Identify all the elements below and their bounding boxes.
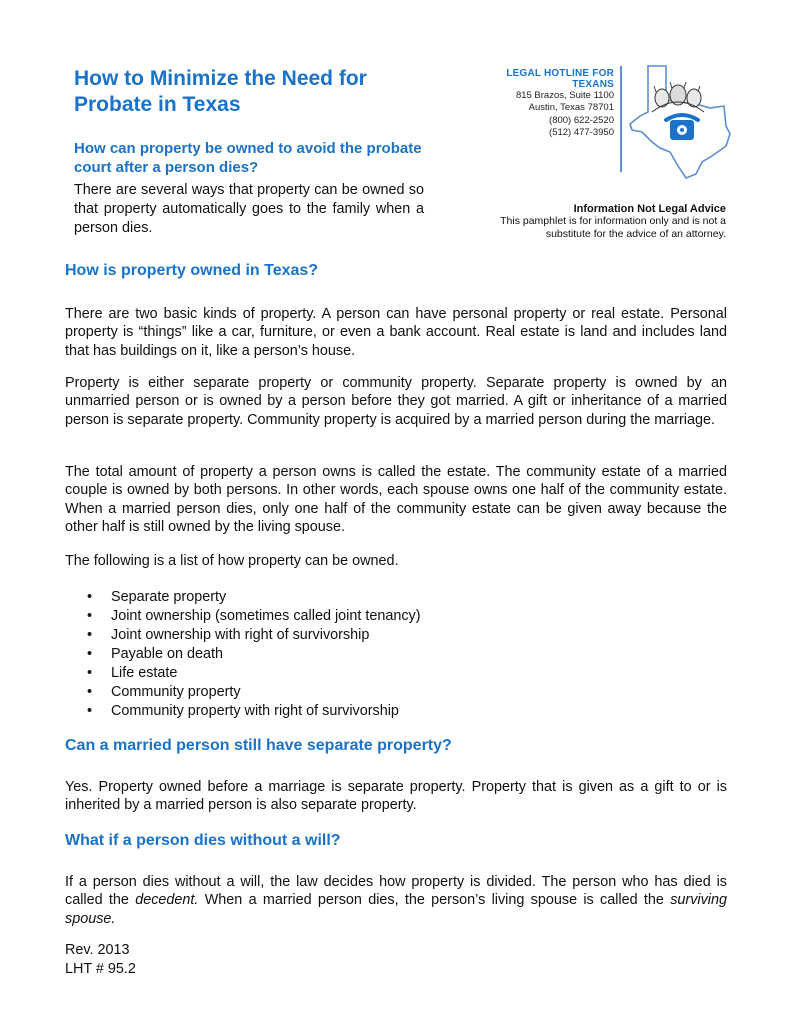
logo-address2: Austin, Texas 78701 [528,102,614,114]
intro-question: How can property be owned to avoid the probate court after a person dies? [74,140,422,176]
ownership-list [82,588,421,721]
revision-date: Rev. 2013 [65,942,130,958]
section-heading-nowill: What if a person dies without a will? [65,832,341,849]
logo-phone1: (800) 622-2520 [549,114,614,126]
married-paragraph: Yes. Property owned before a marriage is separate property. Property that is given as a gift to or is inherited by a married person is also separate property. [65,779,727,814]
list-item: • Community property with right of survivorship [82,702,421,721]
owned-paragraph-1: There are two basic kinds of property. A person can have personal property or real estate. Personal property is “things” like a car, furniture, or even a bank account. Real estate is land and includes land that has buildings on it, like a person’s house. [65,306,727,359]
intro-text: There are several ways that property can be owned so that property automatically goes to the family when a person dies. [74,182,424,236]
list-item: • Community property [82,683,421,702]
owned-paragraph-3: The total amount of property a person owns is called the estate. The community estate of a married couple is owned by both persons. In other words, each spouse owns one half of the community estate. When a married person dies, only one half of the community estate can be given away because the other half is still owned by the living spouse. [65,464,727,535]
nowill-term-surviving-spouse: surviving spouse. [65,892,727,927]
disclaimer-body: This pamphlet is for information only and is not a substitute for the advice of an attorney. [500,215,726,240]
disclaimer-heading: Information Not Legal Advice [573,203,726,215]
document-code: LHT # 95.2 [65,960,136,977]
list-item: • Payable on death [82,645,421,664]
nowill-text-2: When a married person dies, the person’s living spouse is called the [198,892,671,909]
nowill-text-1: If a person dies without a will, the law decides how property is divided. The person who has died is called the [65,874,727,909]
disclaimer-notice [470,203,726,241]
logo-phone2: (512) 477-3950 [549,127,614,139]
section-heading-owned: How is property owned in Texas? [65,262,319,279]
logo-divider [620,66,622,172]
logo-address-block [462,68,614,140]
nowill-term-decedent: decedent. [135,892,199,909]
owned-list-intro: The following is a list of how property can be owned. [65,553,399,569]
section-heading-married: Can a married person still have separate property? [65,737,452,754]
logo-name: LEGAL HOTLINE FOR TEXANS [506,68,614,90]
list-item: • Joint ownership with right of survivorship [82,626,421,645]
logo-address1: 815 Brazos, Suite 1100 [515,90,614,101]
texas-map-logo-icon [626,62,736,180]
list-item: • Separate property [82,588,421,607]
document-footer [65,941,136,978]
page-title: How to Minimize the Need for Probate in Texas [74,67,367,116]
owned-paragraph-2: Property is either separate property or community property. Separate property is owned by an unmarried person or is owned by a person before they got married. A gift or inheritance of a married person is separate property. Community property is acquired by a married person during the marriage. [65,375,727,428]
list-item: • Joint ownership (sometimes called joint tenancy) [82,607,421,626]
list-item: • Life estate [82,664,421,683]
nowill-paragraph [65,873,727,928]
